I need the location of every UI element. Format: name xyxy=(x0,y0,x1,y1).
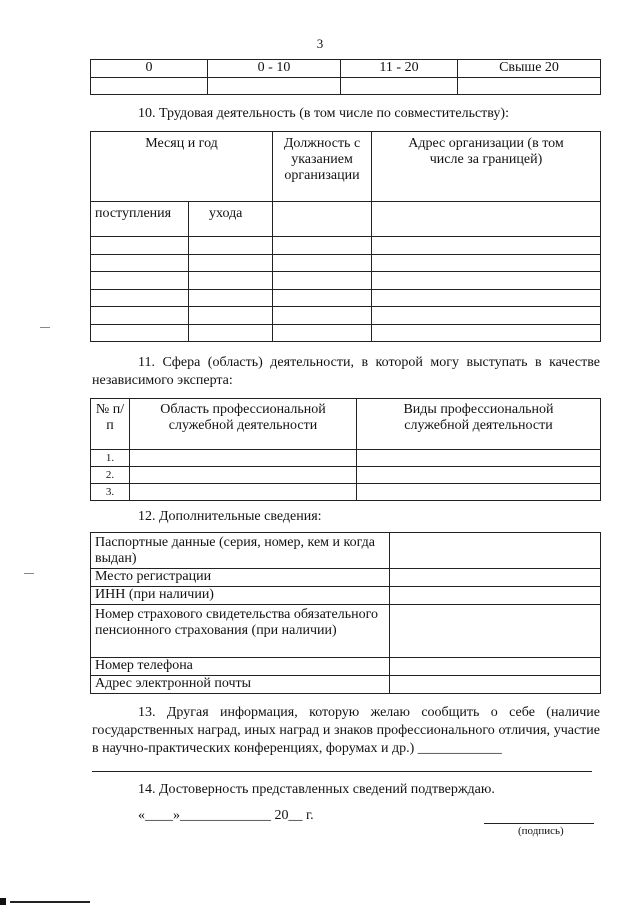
employment-cell[interactable] xyxy=(372,272,601,290)
info-label: Адрес электронной почты xyxy=(91,676,390,694)
types-cell[interactable] xyxy=(357,450,601,467)
section-11-title: 11. Сфера (область) деятельности, в которой могу выступать в качестве независимого эксперта: xyxy=(92,355,600,388)
col-address: Адрес организации (в том числе за границей) xyxy=(372,132,601,202)
row-number: 1. xyxy=(91,450,130,467)
info-label: ИНН (при наличии) xyxy=(91,587,390,605)
employment-cell[interactable] xyxy=(372,237,601,255)
date-line[interactable]: «____»_____________ 20__ г. xyxy=(138,808,314,823)
signature-line[interactable] xyxy=(484,823,594,824)
scan-mark xyxy=(24,573,34,574)
info-value-cell[interactable] xyxy=(390,587,601,605)
additional-info-table xyxy=(90,532,601,694)
employment-cell[interactable] xyxy=(273,237,372,255)
employment-cell[interactable] xyxy=(273,272,372,290)
employment-cell[interactable] xyxy=(372,325,601,342)
employment-cell[interactable] xyxy=(372,290,601,307)
employment-cell[interactable] xyxy=(91,307,189,325)
types-cell[interactable] xyxy=(357,467,601,484)
employment-cell[interactable] xyxy=(273,307,372,325)
employment-cell[interactable] xyxy=(189,237,273,255)
info-value-cell[interactable] xyxy=(390,569,601,587)
range-cell: 11 - 20 xyxy=(341,60,458,78)
employment-cell[interactable] xyxy=(189,255,273,272)
range-cell: Свыше 20 xyxy=(458,60,601,78)
info-value-cell[interactable] xyxy=(390,676,601,694)
employment-cell[interactable] xyxy=(372,307,601,325)
employment-cell[interactable] xyxy=(189,290,273,307)
col-num: № п/п xyxy=(91,399,130,450)
employment-cell[interactable] xyxy=(273,290,372,307)
info-label: Место регистрации xyxy=(91,569,390,587)
employment-cell[interactable] xyxy=(91,325,189,342)
range-value-cell[interactable] xyxy=(458,78,601,95)
col-month-year: Месяц и год xyxy=(91,132,273,202)
range-cell: 0 - 10 xyxy=(208,60,341,78)
employment-cell[interactable] xyxy=(189,272,273,290)
range-value-cell[interactable] xyxy=(341,78,458,95)
scan-mark xyxy=(40,327,50,328)
info-value-cell[interactable] xyxy=(390,533,601,569)
employment-table xyxy=(90,131,601,342)
signature-label: (подпись) xyxy=(518,825,564,837)
employment-cell[interactable] xyxy=(372,255,601,272)
col-position: Должность с указанием организации xyxy=(273,132,372,202)
employment-cell[interactable] xyxy=(273,202,372,237)
info-value-cell[interactable] xyxy=(390,658,601,676)
range-value-cell[interactable] xyxy=(91,78,208,95)
info-value-cell[interactable] xyxy=(390,605,601,658)
range-value-cell[interactable] xyxy=(208,78,341,95)
experience-ranges-table xyxy=(90,59,601,95)
sub-end: ухода xyxy=(189,202,273,237)
employment-cell[interactable] xyxy=(273,255,372,272)
section-13-fill-line[interactable] xyxy=(92,771,592,772)
scan-mark xyxy=(10,901,90,903)
employment-cell[interactable] xyxy=(372,202,601,237)
section-10-title: 10. Трудовая деятельность (в том числе по совместительству): xyxy=(138,106,509,121)
employment-cell[interactable] xyxy=(91,290,189,307)
section-13-text: 13. Другая информация, которую желаю сообщить о себе (наличие государственных наград, иных наград и знаков профессионального отличия, участие в научно-практических конференциях, форумах и др.) ____________ xyxy=(92,705,600,756)
row-number: 2. xyxy=(91,467,130,484)
row-number: 3. xyxy=(91,484,130,501)
employment-cell[interactable] xyxy=(91,255,189,272)
employment-cell[interactable] xyxy=(189,325,273,342)
area-cell[interactable] xyxy=(130,467,357,484)
types-cell[interactable] xyxy=(357,484,601,501)
expert-area-table xyxy=(90,398,601,501)
info-label: Паспортные данные (серия, номер, кем и когда выдан) xyxy=(91,533,390,569)
section-12-title: 12. Дополнительные сведения: xyxy=(138,509,322,524)
employment-cell[interactable] xyxy=(189,307,273,325)
employment-cell[interactable] xyxy=(91,272,189,290)
area-cell[interactable] xyxy=(130,484,357,501)
sub-start: поступления xyxy=(91,202,189,237)
scan-mark xyxy=(0,898,6,905)
col-area: Область профессиональной служебной деятельности xyxy=(130,399,357,450)
range-cell: 0 xyxy=(91,60,208,78)
info-label: Номер телефона xyxy=(91,658,390,676)
info-label: Номер страхового свидетельства обязательного пенсионного страхования (при наличии) xyxy=(91,605,390,658)
employment-cell[interactable] xyxy=(91,237,189,255)
area-cell[interactable] xyxy=(130,450,357,467)
page-number: 3 xyxy=(316,36,324,51)
section-14-text: 14. Достоверность представленных сведений подтверждаю. xyxy=(138,782,495,797)
employment-cell[interactable] xyxy=(273,325,372,342)
col-types: Виды профессиональной служебной деятельности xyxy=(357,399,601,450)
